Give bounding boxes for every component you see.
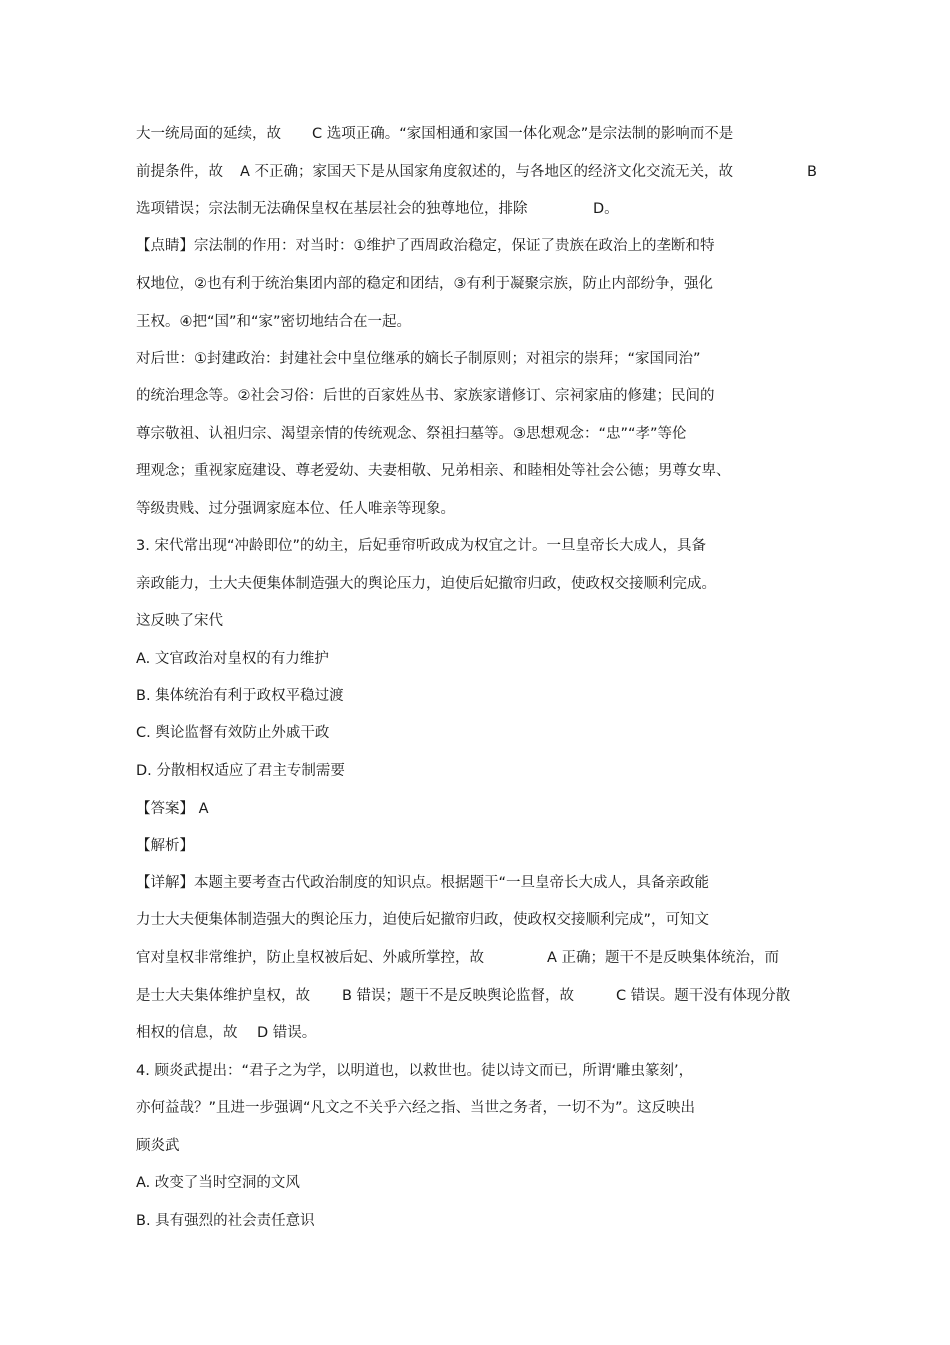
text-segment: 亦何益哉？”且进一步强调“凡文之不关乎六经之指、当世之务者，一切不为”。这反映出 <box>136 1100 696 1116</box>
text-segment: 权地位，②也有利于统治集团内部的稳定和团结，③有利于凝聚宗族，防止内部纷争，强化 <box>136 276 713 292</box>
text-segment: A 正确；题干不是反映集体统治，而 <box>547 950 780 966</box>
text-segment: 亲政能力，士大夫便集体制造强大的舆论压力，迫使后妃撤帘归政，使政权交接顺利完成。 <box>136 576 716 592</box>
text-segment: 4. 顾炎武提出：“君子之为学，以明道也，以救世也。徒以诗文而已，所谓‘雕虫篆刻’， <box>136 1063 694 1079</box>
text-segment: C. 舆论监督有效防止外戚干政 <box>136 725 330 741</box>
text-segment: 这反映了宋代 <box>136 613 223 629</box>
text-segment: C 错误。题干没有体现分散 <box>616 988 791 1004</box>
text-segment: 【答案】 A <box>136 801 209 817</box>
text-segment: B. 集体统治有利于政权平稳过渡 <box>136 688 344 704</box>
text-segment: D。 <box>593 201 619 217</box>
text-segment: 选项错误；宗法制无法确保皇权在基层社会的独尊地位，排除 <box>136 201 528 217</box>
text-segment: 对后世：①封建政治：封建社会中皇位继承的嫡长子制原则；对祖宗的崇拜；“家国同治” <box>136 351 701 367</box>
text-segment: B <box>807 164 817 180</box>
text-segment: A. 文官政治对皇权的有力维护 <box>136 651 329 667</box>
text-segment: 【点睛】宗法制的作用：对当时：①维护了西周政治稳定，保证了贵族在政治上的垄断和特 <box>136 238 715 254</box>
text-segment: 【解析】 <box>136 838 194 854</box>
text-segment: 3. 宋代常出现“冲龄即位”的幼主，后妃垂帘听政成为权宜之计。一旦皇帝长大成人，具备 <box>136 538 706 554</box>
text-segment: 王权。④把“国”和“家”密切地结合在一起。 <box>136 314 412 330</box>
text-segment: A. 改变了当时空洞的文风 <box>136 1175 300 1191</box>
text-segment: A 不正确；家国天下是从国家角度叙述的，与各地区的经济文化交流无关，故 <box>240 164 734 180</box>
text-segment: 官对皇权非常维护，防止皇权被后妃、外戚所掌控，故 <box>136 950 484 966</box>
text-segment: 的统治理念等。②社会习俗：后世的百家姓丛书、家族家谱修订、宗祠家庙的修建；民间的 <box>136 388 715 404</box>
text-segment: D 错误。 <box>257 1025 317 1041</box>
text-segment: 顾炎武 <box>136 1138 180 1154</box>
text-segment: 前提条件，故 <box>136 164 223 180</box>
text-segment: 是士大夫集体维护皇权，故 <box>136 988 310 1004</box>
text-segment: 尊宗敬祖、认祖归宗、渴望亲情的传统观念、祭祖扫墓等。③思想观念：“忠”“孝”等伦 <box>136 426 687 442</box>
text-segment: C 选项正确。“家国相通和家国一体化观念”是宗法制的影响而不是 <box>312 126 734 142</box>
text-segment: D. 分散相权适应了君主专制需要 <box>136 763 345 779</box>
text-segment: 大一统局面的延续，故 <box>136 126 281 142</box>
text-segment: 理观念；重视家庭建设、尊老爱幼、夫妻相敬、兄弟相亲、和睦相处等社会公德；男尊女卑、 <box>136 463 731 479</box>
text-segment: 相权的信息，故 <box>136 1025 238 1041</box>
text-segment: 力士大夫便集体制造强大的舆论压力，迫使后妃撤帘归政，使政权交接顺利完成”，可知文 <box>136 912 710 928</box>
text-segment: 等级贵贱、过分强调家庭本位、任人唯亲等现象。 <box>136 501 455 517</box>
text-segment: B. 具有强烈的社会责任意识 <box>136 1213 315 1229</box>
text-segment: 【详解】本题主要考查古代政治制度的知识点。根据题干“一旦皇帝长大成人，具备亲政能 <box>136 875 710 891</box>
text-segment: B 错误；题干不是反映舆论监督，故 <box>342 988 575 1004</box>
